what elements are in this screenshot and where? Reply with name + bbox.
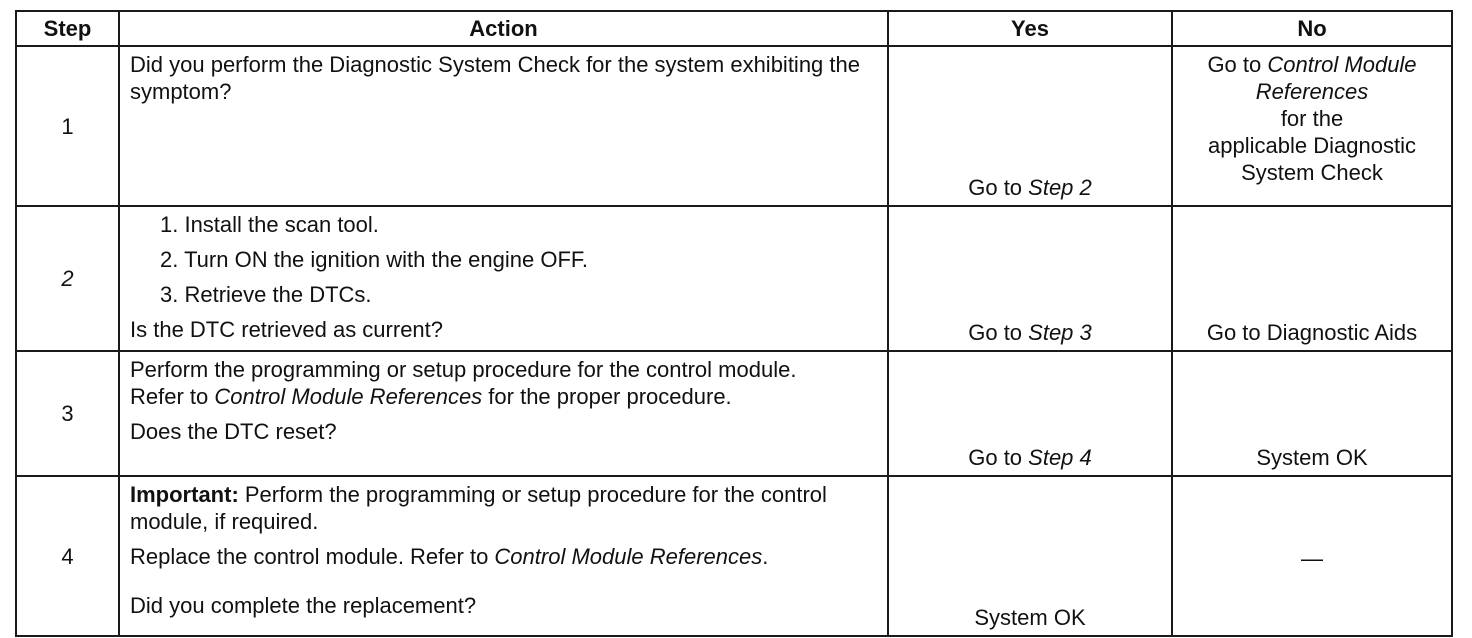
header-row xyxy=(16,11,1452,46)
table-row xyxy=(16,476,1452,636)
step-link[interactable]: Step 3 xyxy=(1028,320,1092,345)
header-yes: Yes xyxy=(888,11,1172,46)
yes-cell xyxy=(888,206,1172,351)
header-step: Step xyxy=(16,11,119,46)
action-cell xyxy=(119,351,888,476)
procedure-list xyxy=(130,211,877,308)
no-prefix: Go to xyxy=(1207,52,1268,77)
step-link[interactable]: Step 2 xyxy=(1028,175,1092,200)
table-row xyxy=(16,46,1452,206)
action-cell xyxy=(119,476,888,636)
important-note xyxy=(130,481,877,535)
action-text: Perform the programming or setup procedure for the control module. Refer to xyxy=(130,357,797,409)
no-cell xyxy=(1172,46,1452,206)
header-action: Action xyxy=(119,11,888,46)
replace-instruction xyxy=(130,543,877,570)
question-text: Did you complete the replacement? xyxy=(130,593,477,618)
question-text: Is the DTC retrieved as current? xyxy=(130,317,444,342)
step-number: 2 xyxy=(16,206,119,351)
diagnostic-aids-link[interactable]: Go to Diagnostic Aids xyxy=(1206,320,1418,345)
yes-cell xyxy=(888,351,1172,476)
action-text: . xyxy=(762,544,769,569)
list-item: 3. Retrieve the DTCs. xyxy=(160,282,372,307)
yes-cell xyxy=(888,46,1172,206)
diagnostic-table xyxy=(15,10,1453,637)
action-text: Did you perform the Diagnostic System Check for the system exhibiting the symptom? xyxy=(130,52,860,104)
action-text: for the proper procedure. xyxy=(482,384,732,409)
list-item: 2. Turn ON the ignition with the engine OFF. xyxy=(160,247,589,272)
no-line5: System Check xyxy=(1241,160,1383,185)
no-cell: System OK xyxy=(1172,351,1452,476)
no-cell: — xyxy=(1172,476,1452,636)
yes-prefix: Go to xyxy=(968,175,1029,200)
yes-prefix: Go to xyxy=(968,320,1029,345)
step-number: 3 xyxy=(16,351,119,476)
yes-cell: System OK xyxy=(888,476,1172,636)
yes-prefix: Go to xyxy=(968,445,1029,470)
action-paragraph xyxy=(130,356,830,410)
action-cell xyxy=(119,46,888,206)
important-text: Perform the programming or setup procedure for the control module, if required. xyxy=(130,482,827,534)
step-number: 1 xyxy=(16,46,119,206)
control-module-references-link[interactable]: Control Module References xyxy=(1255,52,1417,104)
no-cell xyxy=(1172,206,1452,351)
step-link[interactable]: Step 4 xyxy=(1028,445,1092,470)
action-text: Replace the control module. Refer to xyxy=(130,544,495,569)
list-item: 1. Install the scan tool. xyxy=(160,212,379,237)
no-line4: applicable Diagnostic xyxy=(1208,133,1416,158)
table-row xyxy=(16,206,1452,351)
step-number: 4 xyxy=(16,476,119,636)
important-label: Important: xyxy=(130,482,239,507)
action-cell xyxy=(119,206,888,351)
question-text: Does the DTC reset? xyxy=(130,419,337,444)
table-row xyxy=(16,351,1452,476)
control-module-references-link[interactable]: Control Module References xyxy=(214,384,483,409)
control-module-references-link[interactable]: Control Module References xyxy=(494,544,763,569)
no-line3: for the xyxy=(1280,106,1344,131)
header-no: No xyxy=(1172,11,1452,46)
